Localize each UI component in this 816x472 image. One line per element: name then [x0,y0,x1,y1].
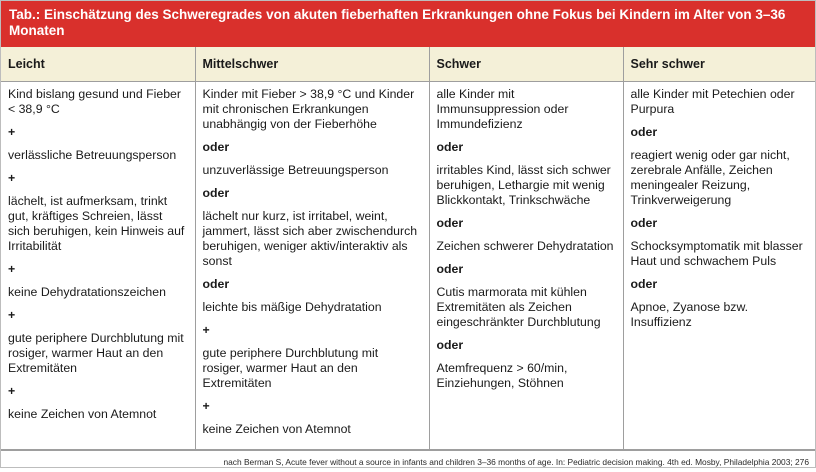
severity-table [1,47,815,450]
header-row [1,47,815,82]
cell-schwer [429,82,623,450]
criteria-connector: oder [436,140,464,154]
criteria-connector: oder [436,262,464,276]
criteria-connector: + [8,171,16,185]
cell-leicht [1,82,195,450]
criteria-item: leichte bis mäßige Dehydratation [202,300,382,314]
criteria-item: Kinder mit Fieber > 38,9 °C und Kinder mit chronischen Erkrankungen unabhängig von der Fieberhöhe [202,87,415,131]
criteria-connector: oder [630,125,658,139]
column-header-leicht: Leicht [1,47,195,82]
criteria-item: Cutis marmorata mit kühlen Extremitäten als Zeichen eingeschränkter Durchblutung [436,285,601,329]
criteria-connector: + [202,399,210,413]
criteria-connector: oder [436,338,464,352]
criteria-item: Zeichen schwerer Dehydratation [436,239,614,253]
criteria-connector: + [8,125,16,139]
criteria-item: Apnoe, Zyanose bzw. Insuffizienz [630,300,749,329]
cell-sehr-schwer [623,82,815,450]
criteria-item: keine Zeichen von Atemnot [8,407,157,421]
criteria-item: Atemfrequenz > 60/min, Einziehungen, Stöhnen [436,361,568,390]
criteria-connector: oder [202,140,230,154]
column-header-sehr-schwer: Sehr schwer [623,47,815,82]
criteria-connector: + [202,323,210,337]
criteria-item: alle Kinder mit Immunsuppression oder Immundefizienz [436,87,569,131]
criteria-connector: + [8,308,16,322]
criteria-item: lächelt, ist aufmerksam, trinkt gut, kräftiges Schreien, lässt sich beruhigen, kein Hinweis auf Irritabilität [8,194,185,253]
cell-mittelschwer [195,82,429,450]
criteria-item: verlässliche Betreuungsperson [8,148,177,162]
criteria-connector: oder [630,277,658,291]
criteria-item: Kind bislang gesund und Fieber < 38,9 °C [8,87,181,116]
criteria-connector: oder [202,277,230,291]
criteria-item: lächelt nur kurz, ist irritabel, weint, jammert, lässt sich aber zwischendurch beruhigen, weniger aktiv/interaktiv als sonst [202,209,418,268]
criteria-connector: oder [436,216,464,230]
criteria-row [1,82,815,450]
criteria-connector: + [8,384,16,398]
criteria-connector: + [8,262,16,276]
criteria-item: gute periphere Durchblutung mit rosiger, warmer Haut an den Extremitäten [202,346,379,390]
criteria-item: reagiert wenig oder gar nicht, zerebrale Anfälle, Zeichen meningealer Reizung, Trinkverweigerung [630,148,790,207]
criteria-connector: oder [630,216,658,230]
criteria-item: keine Zeichen von Atemnot [202,422,351,436]
source-footnote: nach Berman S, Acute fever without a source in infants and children 3–36 months of age. In: Pediatric decision making. 4th ed. Mosby, Philadelphia 2003; 276 [1,450,815,472]
column-header-mittelschwer: Mittelschwer [195,47,429,82]
criteria-item: unzuverlässige Betreuungsperson [202,163,389,177]
criteria-item: Schocksymptomatik mit blasser Haut und schwachem Puls [630,239,803,268]
criteria-connector: oder [202,186,230,200]
table-title: Tab.: Einschätzung des Schweregrades von akuten fieberhaften Erkrankungen ohne Fokus bei Kindern im Alter von 3–36 Monaten [1,1,815,47]
column-header-schwer: Schwer [429,47,623,82]
criteria-item: gute periphere Durchblutung mit rosiger, warmer Haut an den Extremitäten [8,331,184,375]
criteria-item: irritables Kind, lässt sich schwer beruhigen, Lethargie mit wenig Blickkontakt, Trinkschwäche [436,163,611,207]
criteria-item: keine Dehydratationszeichen [8,285,166,299]
criteria-item: alle Kinder mit Petechien oder Purpura [630,87,795,116]
